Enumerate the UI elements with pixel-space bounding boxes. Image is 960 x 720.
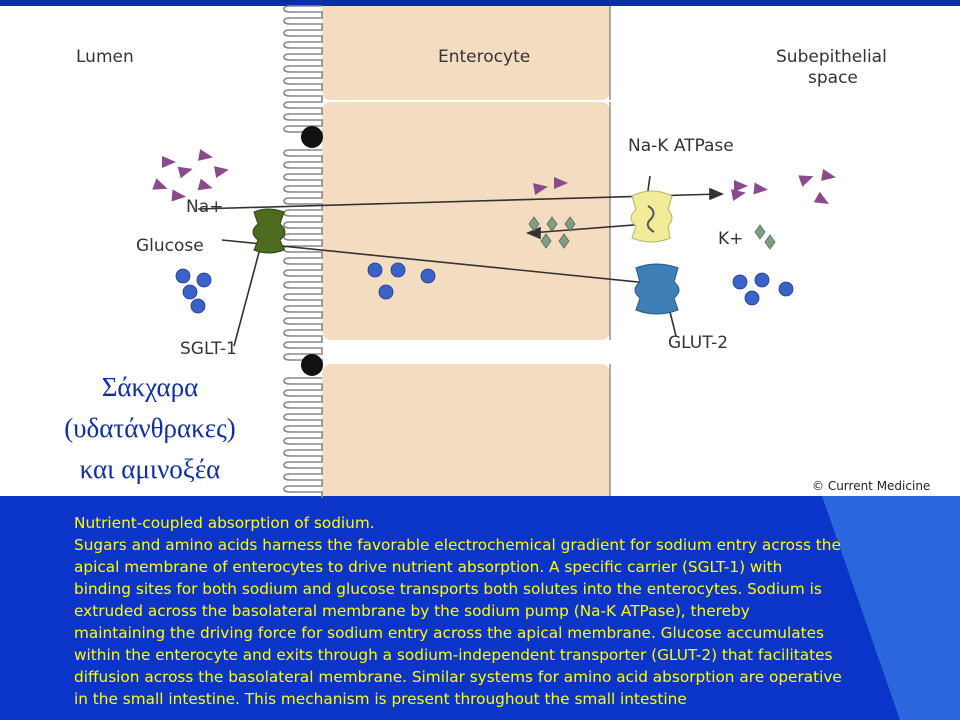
label-sglt1: SGLT-1	[180, 339, 237, 359]
potassium-ion-icon	[765, 235, 775, 249]
glucose-molecule-icon	[745, 291, 759, 305]
caption-line: in the small intestine. This mechanism is present throughout the small intestine	[74, 690, 687, 708]
label-sodium: Na+	[186, 197, 224, 217]
glucose-molecule-icon	[421, 269, 435, 283]
caption-line: Nutrient-coupled absorption of sodium.	[74, 514, 375, 532]
title-line-2: (υδατάνθρακες)	[64, 413, 236, 443]
caption-line: diffusion across the basolateral membrane. Similar systems for amino acid absorption are operative	[74, 668, 842, 686]
glucose-molecule-icon	[391, 263, 405, 277]
image-credit: © Current Medicine	[812, 479, 931, 493]
glucose-molecule-icon	[176, 269, 190, 283]
cell-bottom	[322, 364, 610, 496]
potassium-ion-icon	[755, 225, 765, 239]
glucose-molecule-icon	[191, 299, 205, 313]
label-lumen: Lumen	[76, 47, 134, 67]
sodium-ion-icon	[152, 178, 169, 194]
sodium-ion-icon	[821, 169, 837, 183]
glucose-molecule-icon	[197, 273, 211, 287]
label-space: space	[808, 68, 858, 88]
sglt1-carrier	[253, 209, 285, 253]
caption-line: apical membrane of enterocytes to drive nutrient absorption. A specific carrier (SGLT-1) with	[74, 558, 783, 576]
sodium-ion-icon	[171, 189, 186, 202]
tight-junction-lower	[301, 354, 323, 376]
tight-junction-upper	[301, 126, 323, 148]
caption-line: binding sites for both sodium and glucose transports both solutes into the enterocytes. Sodium is	[74, 580, 822, 598]
caption-line: Sugars and amino acids harness the favorable electrochemical gradient for sodium entry across the	[74, 536, 841, 554]
sodium-ion-icon	[198, 149, 214, 163]
label-na-k-atpase: Na-K ATPase	[628, 136, 734, 156]
label-enterocyte: Enterocyte	[438, 47, 531, 67]
sodium-ion-icon	[198, 179, 215, 194]
glucose-molecule-icon	[379, 285, 393, 299]
sodium-ion-icon	[798, 171, 815, 187]
caption-line: extruded across the basolateral membrane by the sodium pump (Na-K ATPase), thereby	[74, 602, 750, 620]
title-line-3: και αμινοξέα	[79, 454, 221, 484]
sodium-ion-icon	[178, 163, 195, 178]
sodium-ion-icon	[162, 156, 176, 168]
sodium-ion-icon	[753, 182, 768, 195]
na-k-atpase	[631, 191, 672, 242]
glut2-transporter	[635, 264, 679, 314]
label-glut2: GLUT-2	[668, 333, 729, 353]
sodium-ion-icon	[814, 192, 832, 209]
glucose-molecule-icon	[368, 263, 382, 277]
glucose-molecule-icon	[183, 285, 197, 299]
glucose-molecule-icon	[779, 282, 793, 296]
caption-line: maintaining the driving force for sodium entry across the apical membrane. Glucose accumulates	[74, 624, 824, 642]
sodium-ion-icon	[734, 180, 748, 192]
title-line-1: Σάκχαρα	[101, 372, 199, 402]
label-glucose: Glucose	[136, 236, 204, 256]
caption-text	[74, 512, 914, 710]
label-potassium: K+	[718, 229, 744, 249]
sodium-ion-icon	[214, 164, 230, 178]
glucose-molecule-icon	[733, 275, 747, 289]
top-band	[0, 0, 960, 6]
glucose-molecule-icon	[755, 273, 769, 287]
caption-line: within the enterocyte and exits through a sodium-independent transporter (GLUT-2) that facilitates	[74, 646, 833, 664]
label-subepithelial: Subepithelial	[776, 47, 887, 67]
